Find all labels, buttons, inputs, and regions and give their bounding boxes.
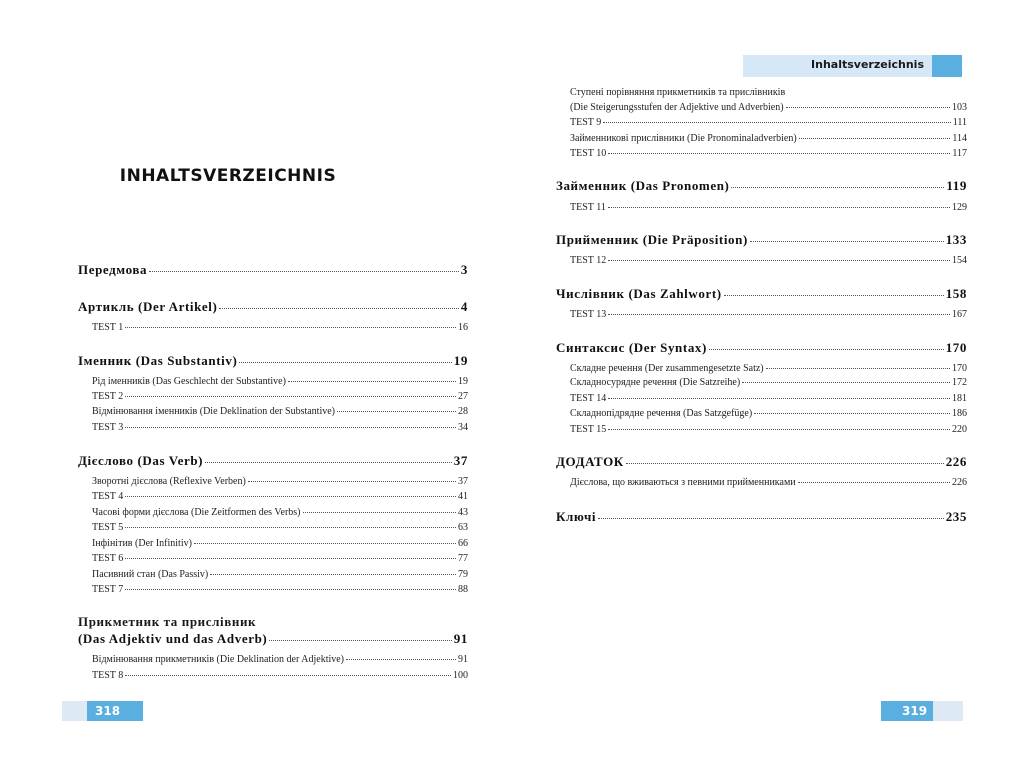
- dot-leader: [799, 138, 951, 139]
- running-header-label: Inhaltsverzeichnis: [811, 58, 924, 71]
- toc-entry-text: Прикметник та прислівник: [78, 614, 257, 629]
- toc-entry-text: Прийменник (Die Präposition): [556, 232, 748, 247]
- toc-entry-chapter: [78, 632, 468, 645]
- toc-entry-text: Складнопідрядне речення (Das Satzgefüge): [570, 408, 753, 419]
- dot-leader: [125, 675, 451, 676]
- toc-entry-chapter: [78, 454, 468, 467]
- toc-entry-section: [92, 671, 468, 681]
- toc-entry-section: [92, 554, 468, 564]
- toc-entry-chapter: [78, 263, 468, 276]
- toc-entry-text: Інфінітив (Der Infinitiv): [92, 538, 192, 549]
- toc-entry-section: [570, 134, 967, 144]
- toc-entry-text: Дієслово (Das Verb): [78, 453, 204, 468]
- toc-entry-text: TEST 9: [570, 117, 602, 128]
- toc-entry-text: Числівник (Das Zahlwort): [556, 286, 722, 301]
- toc-entry-text: Передмова: [78, 262, 148, 277]
- toc-entry-page: 4: [460, 299, 468, 314]
- toc-entry-section: [92, 585, 468, 595]
- dot-leader: [149, 271, 459, 272]
- dot-leader: [125, 589, 456, 590]
- toc-entry-text: ДОДАТОК: [556, 454, 624, 469]
- dot-leader: [750, 241, 944, 242]
- toc-entry-section: [92, 539, 468, 549]
- toc-entry-page: 186: [952, 408, 967, 419]
- toc-entry-chapter: [556, 179, 967, 192]
- toc-entry-page: 91: [458, 654, 468, 665]
- header-accent-block: [932, 55, 962, 77]
- dot-leader: [626, 463, 944, 464]
- toc-entry-page: 37: [453, 453, 468, 468]
- toc-entry-page: 3: [460, 262, 468, 277]
- toc-entry-text: TEST 2: [92, 391, 124, 402]
- toc-entry-page: 77: [458, 553, 468, 564]
- toc-entry-text: TEST 7: [92, 584, 124, 595]
- toc-entry-page: 88: [458, 584, 468, 595]
- dot-leader: [603, 122, 951, 123]
- dot-leader: [194, 543, 456, 544]
- toc-entry-text: Ключі: [556, 509, 597, 524]
- right-page: [512, 0, 1024, 768]
- dot-leader: [269, 640, 451, 641]
- dot-leader: [798, 482, 950, 483]
- toc-entry-page: 172: [952, 377, 967, 388]
- toc-entry-section: [570, 409, 967, 419]
- toc-entry-section: [92, 477, 468, 487]
- toc-entry-page: 28: [458, 406, 468, 417]
- toc-entry-page: 158: [945, 286, 967, 301]
- toc-entry-text: Складне речення (Der zusammengesetzte Satz): [570, 363, 764, 374]
- toc-entry-section: [570, 118, 967, 128]
- toc-entry-section: [570, 256, 967, 266]
- toc-entry-section: [92, 423, 468, 433]
- toc-entry-text: Займенникові прислівники (Die Pronominaladverbien): [570, 133, 797, 144]
- toc-entry-page: 91: [453, 631, 468, 646]
- toc-entry-text: Складносурядне речення (Die Satzreihe): [570, 377, 741, 388]
- toc-entry-page: 103: [952, 102, 967, 113]
- toc-entry-section: [570, 364, 967, 374]
- toc-entry-chapter: [556, 341, 967, 354]
- toc-entry-text: Артикль (Der Artikel): [78, 299, 218, 314]
- toc-entry-page: 43: [458, 507, 468, 518]
- toc-entry-page: 19: [458, 376, 468, 387]
- toc-entry-page: 79: [458, 569, 468, 580]
- dot-leader: [125, 327, 456, 328]
- toc-entry-page: 27: [458, 391, 468, 402]
- dot-leader: [125, 396, 456, 397]
- toc-entry-chapter: [556, 510, 967, 523]
- toc-entry-text: TEST 12: [570, 255, 607, 266]
- toc-entry-text: TEST 11: [570, 202, 606, 213]
- dot-leader: [608, 260, 950, 261]
- dot-leader: [337, 411, 456, 412]
- toc-entry-chapter: [556, 233, 967, 246]
- toc-entry-section: [570, 394, 967, 404]
- dot-leader: [786, 107, 950, 108]
- toc-entry-section: [570, 203, 967, 213]
- toc-entry-page: 119: [946, 178, 967, 193]
- toc-entry-text: Відмінювання іменників (Die Deklination der Substantive): [92, 406, 335, 417]
- dot-leader: [608, 207, 950, 208]
- toc-title: INHALTSVERZEICHNIS: [119, 166, 337, 186]
- toc-entry-section: [570, 103, 967, 113]
- toc-entry-page: 220: [952, 424, 967, 435]
- toc-entry-page: 133: [945, 232, 967, 247]
- dot-leader: [205, 462, 452, 463]
- dot-leader: [210, 574, 456, 575]
- toc-entry-text: (Die Steigerungsstufen der Adjektive und Adverbien): [570, 102, 784, 113]
- toc-entry-section: [92, 523, 468, 533]
- toc-entry-page: 19: [453, 353, 468, 368]
- toc-entry-heading-line: [78, 615, 256, 628]
- toc-entry-page: 226: [952, 477, 967, 488]
- dot-leader: [239, 362, 451, 363]
- toc-entry-text: Синтаксис (Der Syntax): [556, 340, 707, 355]
- dot-leader: [709, 349, 944, 350]
- dot-leader: [125, 558, 456, 559]
- toc-entry-page: 117: [952, 148, 967, 159]
- dot-leader: [346, 659, 456, 660]
- toc-entry-chapter: [78, 354, 468, 367]
- toc-entry-page: 114: [952, 133, 967, 144]
- dot-leader: [219, 308, 458, 309]
- dot-leader: [288, 381, 456, 382]
- toc-entry-text: Дієслова, що вживаються з певними прийменниками: [570, 477, 796, 488]
- toc-entry-text: TEST 6: [92, 553, 124, 564]
- toc-entry-page: 170: [945, 340, 967, 355]
- toc-entry-section: [570, 478, 967, 488]
- toc-entry-page: 63: [458, 522, 468, 533]
- toc-entry-section: [92, 392, 468, 402]
- toc-entry-section: [92, 508, 468, 518]
- toc-entry-text: TEST 1: [92, 322, 124, 333]
- toc-entry-section: [92, 407, 468, 417]
- page-number-left: 318: [87, 701, 143, 721]
- toc-entry-text: Рід іменників (Das Geschlecht der Substantive): [92, 376, 286, 387]
- dot-leader: [608, 153, 950, 154]
- footer-tab-decoration: [62, 701, 87, 721]
- toc-entry-chapter: [556, 455, 967, 468]
- dot-leader: [125, 427, 456, 428]
- toc-entry-text: TEST 4: [92, 491, 124, 502]
- toc-entry-text: TEST 15: [570, 424, 607, 435]
- toc-entry-page: 167: [952, 309, 967, 320]
- footer-tab-decoration: [933, 701, 963, 721]
- toc-entry-text: TEST 3: [92, 422, 124, 433]
- toc-entry-text: (Das Adjektiv und das Adverb): [78, 631, 268, 646]
- dot-leader: [608, 314, 950, 315]
- toc-entry-text: Пасивний стан (Das Passiv): [92, 569, 209, 580]
- toc-entry-page: 170: [952, 363, 967, 374]
- toc-entry-chapter: [78, 300, 468, 313]
- toc-entry-section: [570, 378, 967, 388]
- toc-entry-text: TEST 8: [92, 670, 124, 681]
- toc-entry-page: 34: [458, 422, 468, 433]
- toc-entry-text: Часові форми дієслова (Die Zeitformen des Verbs): [92, 507, 301, 518]
- dot-leader: [724, 295, 944, 296]
- toc-entry-page: 154: [952, 255, 967, 266]
- dot-leader: [125, 496, 456, 497]
- toc-entry-heading-line: [570, 88, 785, 98]
- toc-entry-section: [570, 425, 967, 435]
- dot-leader: [754, 413, 950, 414]
- toc-entry-page: 235: [945, 509, 967, 524]
- toc-entry-text: TEST 10: [570, 148, 607, 159]
- toc-entry-page: 37: [458, 476, 468, 487]
- toc-entry-text: Відмінювання прикметників (Die Deklination der Adjektive): [92, 654, 345, 665]
- toc-entry-text: TEST 5: [92, 522, 124, 533]
- toc-entry-page: 41: [458, 491, 468, 502]
- toc-entry-text: TEST 14: [570, 393, 607, 404]
- toc-entry-page: 111: [952, 117, 967, 128]
- toc-entry-page: 66: [458, 538, 468, 549]
- dot-leader: [248, 481, 456, 482]
- toc-entry-text: Займенник (Das Pronomen): [556, 178, 730, 193]
- toc-entry-text: Іменник (Das Substantiv): [78, 353, 238, 368]
- dot-leader: [608, 429, 950, 430]
- toc-entry-section: [92, 570, 468, 580]
- dot-leader: [598, 518, 944, 519]
- toc-entry-page: 100: [453, 670, 468, 681]
- toc-entry-section: [570, 149, 967, 159]
- toc-entry-section: [92, 492, 468, 502]
- toc-entry-text: Ступені порівняння прикметників та прислівників: [570, 87, 786, 98]
- dot-leader: [608, 398, 950, 399]
- page-number-right: 319: [881, 701, 933, 721]
- dot-leader: [125, 527, 456, 528]
- toc-entry-page: 181: [952, 393, 967, 404]
- toc-entry-text: TEST 13: [570, 309, 607, 320]
- dot-leader: [766, 368, 950, 369]
- toc-entry-text: Зворотні дієслова (Reflexive Verben): [92, 476, 246, 487]
- toc-entry-section: [92, 323, 468, 333]
- toc-entry-section: [92, 655, 468, 665]
- toc-entry-section: [570, 310, 967, 320]
- toc-entry-chapter: [556, 287, 967, 300]
- running-header: [743, 55, 962, 77]
- dot-leader: [303, 512, 456, 513]
- toc-entry-page: 226: [945, 454, 967, 469]
- dot-leader: [731, 187, 944, 188]
- dot-leader: [742, 382, 950, 383]
- toc-entry-section: [92, 377, 468, 387]
- toc-entry-page: 129: [952, 202, 967, 213]
- toc-entry-page: 16: [458, 322, 468, 333]
